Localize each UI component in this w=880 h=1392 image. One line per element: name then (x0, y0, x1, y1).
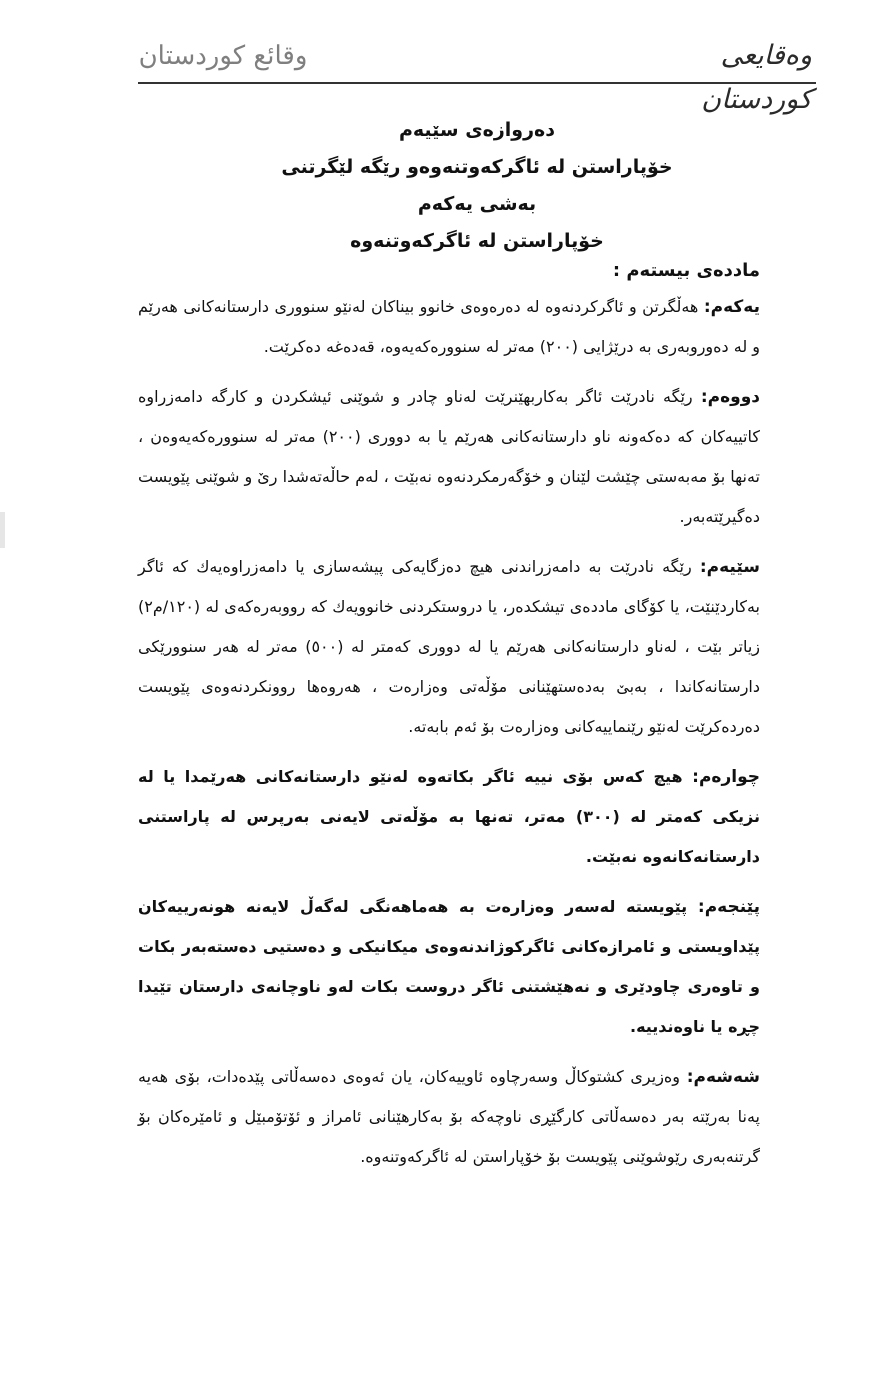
paragraph-label: دووەم: (700, 387, 761, 407)
section-heading: بەشی یەکەم (417, 193, 537, 215)
calligraphy-logo: وقائع كوردستان (138, 41, 308, 71)
paragraph-text: هیچ کەس بۆی نییە ئاگر بکاتەوە لەنێو دارستانەکانی هەرێمدا یا لە نزیکی کەمتر لە (٣٠٠) مەتر، تەنها بە مۆڵەتی لایەنی بەرپرس لە پاراستنی دارستانەکانەوە نەبێت. (138, 767, 761, 866)
scan-edge-mark (0, 512, 5, 548)
paragraph-text: رێگە نادرێت ئاگر بەکاربهێنرێت لەناو چادر و شوێنی ئیشکردن و کارگە دامەزراوە کاتییەکان کە دەکەونە ناو دارستانەکانی هەرێم یا بە دووری (٢٠٠) مەتر لە سنوورەکەیەوەن ، تەنها بۆ مەبەستی چێشت لێنان و خۆگەرمکردنەوە نەبێت ، لەم حاڵەتەشدا رێ و شوێنی پێویست دەگیرێتەبەر. (138, 387, 760, 526)
header-divider (138, 82, 816, 84)
paragraph-text: هەڵگرتن و ئاگرکردنەوە لە دەرەوەی خانوو بیناکان لەنێو سنووری دارستانەکانی هەرێم و لە دەوروبەری بە درێژایی (٢٠٠) مەتر لە سنوورەکەیەوە، قەدەغە دەکرێت. (138, 297, 760, 356)
article-body (138, 255, 760, 1187)
paragraph-text: رێگە نادرێت بە دامەزراندنی هیچ دەزگایەکی پیشەسازی یا دامەزراوەیەك کە ئاگر بەکاردێنێت، یا کۆگای ماددەی تیشکدەر، یا دروستکردنی خانوویەك کە رووبەرەکەی لە (١٢٠/م٢) زیاتر بێت ، لەناو دارستانەکانی هەرێم یا لە دووری کەمتر لە (٥٠٠) مەتر لە هەر سنوورێکی دارستانەکاندا ، بەبێ بەدەستهێنانی مۆڵەتی وەزارەت ، هەروەها روونکردنەوەی پێویست دەردەکرێت لەنێو رێنماییەکانی وەزارەت بۆ ئەم بابەتە. (138, 557, 761, 736)
section-title: خۆپاراستن لە ئاگرکەوتنەوە (350, 230, 604, 252)
article-paragraph (138, 757, 760, 877)
article-paragraph (138, 1057, 760, 1177)
article-paragraph (138, 887, 760, 1047)
paragraph-label: شەشەم: (686, 1067, 760, 1087)
chapter-heading: دەروازەی سێیەم (398, 119, 556, 141)
article-paragraph (138, 287, 760, 367)
chapter-headings (138, 112, 816, 260)
paragraph-label: پێنجەم: (697, 897, 760, 917)
paragraph-label: سێیەم: (699, 557, 761, 577)
chapter-title: خۆپاراستن لە ئاگرکەوتنەوەو رێگە لێگرتنی (281, 156, 673, 178)
paragraph-text: وەزیری کشتوکاڵ وسەرچاوە ئاوییەکان، یان ئەوەی دەسەڵاتی پێدەدات، بۆی هەیە پەنا بەرێتە بەر دەسەڵاتی کارگێڕی ناوچەکە بۆ بەکارهێنانی ئامراز و ئۆتۆمبێل و ئامێرەکان بۆ گرتنەبەری رێوشوێنی پێویست بۆ خۆپاراستن لە ئاگرکەوتنەوە. (138, 1067, 760, 1166)
publication-title: وەقایعی کوردستان (701, 40, 812, 115)
paragraph-text: پێویستە لەسەر وەزارەت بە هەماهەنگی لەگەڵ لایەنە هونەرییەکان پێداویستی و ئامرازەکانی ئاگرکوژاندنەوەی میکانیکی و دەستیی دەستەبەر بکات و تاوەری چاودێری و نەهێشتنی ئاگر دروست بکات لەو ناوچانەی دارستان تێیدا چڕە یا ناوەندییە. (138, 897, 760, 1036)
paragraph-label: یەکەم: (703, 297, 760, 317)
paragraph-label: چوارەم: (692, 767, 760, 787)
article-paragraph (138, 547, 760, 747)
article-paragraph (138, 377, 760, 537)
page-header (138, 28, 816, 115)
article-title: ماددەی بیستەم : (612, 260, 760, 281)
